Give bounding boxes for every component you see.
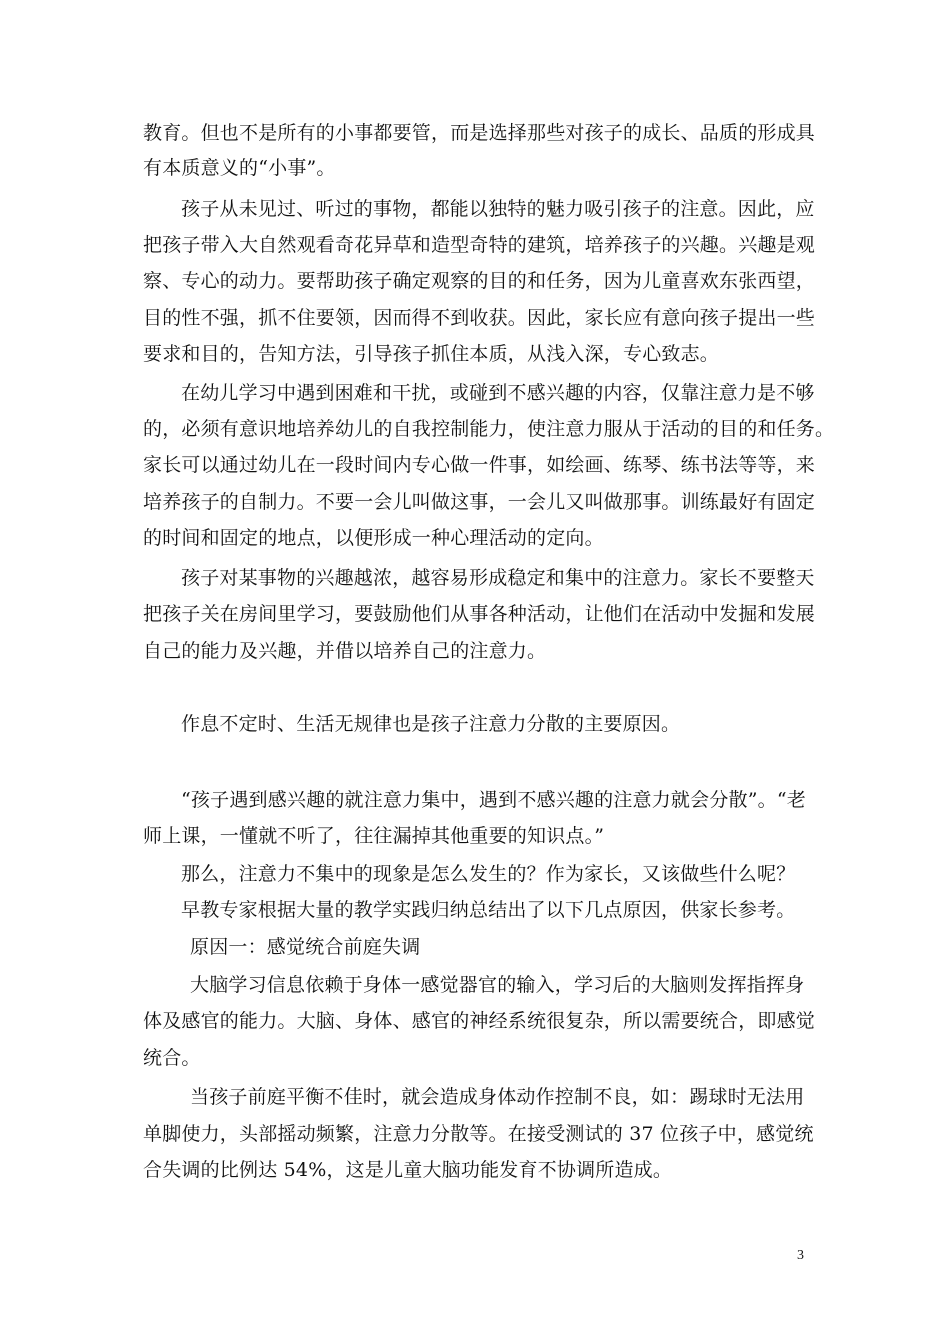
text-line: 培养孩子的自制力。不要一会儿叫做这事，一会儿又叫做那事。训练最好有固定 (143, 491, 816, 513)
paragraph-start-line: 大脑学习信息依赖于身体一感觉器官的输入，学习后的大脑则发挥指挥身 (190, 974, 805, 996)
text-line: 单脚使力，头部摇动频繁，注意力分散等。在接受测试的 37 位孩子中，感觉统 (143, 1123, 814, 1145)
text-line: 自己的能力及兴趣，并借以培养自己的注意力。 (143, 640, 547, 662)
paragraph-start-line: “孩子遇到感兴趣的就注意力集中，遇到不感兴趣的注意力就会分散”。“老 (181, 789, 806, 811)
paragraph-start-line: 那么，注意力不集中的现象是怎么发生的？作为家长，又该做些什么呢？ (181, 863, 796, 885)
paragraph-start-line: 作息不定时、生活无规律也是孩子注意力分散的主要原因。 (181, 713, 681, 735)
text-line: 的时间和固定的地点，以便形成一种心理活动的定向。 (143, 527, 604, 549)
text-line: 统合。 (143, 1047, 201, 1069)
text-line: 家长可以通过幼儿在一段时间内专心做一件事，如绘画、练琴、练书法等等，来 (143, 454, 816, 476)
paragraph-start-line: 早教专家根据大量的教学实践归纳总结出了以下几点原因，供家长参考。 (181, 899, 796, 921)
paragraph-start-line: 当孩子前庭平衡不佳时，就会造成身体动作控制不良，如：踢球时无法用 (190, 1086, 805, 1108)
text-line: 把孩子关在房间里学习，要鼓励他们从事各种活动，让他们在活动中发掘和发展 (143, 603, 816, 625)
text-line: 察、专心的动力。要帮助孩子确定观察的目的和任务，因为儿童喜欢东张西望， (143, 270, 816, 292)
text-line: 体及感官的能力。大脑、身体、感官的神经系统很复杂，所以需要统合，即感觉 (143, 1010, 816, 1032)
text-line: 合失调的比例达 54%，这是儿童大脑功能发育不协调所造成。 (143, 1159, 673, 1181)
paragraph-start-line: 在幼儿学习中遇到困难和干扰，或碰到不感兴趣的内容，仅靠注意力是不够 (181, 382, 815, 404)
text-line: 目的性不强，抓不住要领，因而得不到收获。因此，家长应有意向孩子提出一些 (143, 307, 816, 329)
text-line: 的，必须有意识地培养幼儿的自我控制能力，使注意力服从于活动的目的和任务。 (143, 418, 835, 440)
text-line: 把孩子带入大自然观看奇花异草和造型奇特的建筑，培养孩子的兴趣。兴趣是观 (143, 234, 816, 256)
text-line: 师上课，一懂就不听了，往往漏掉其他重要的知识点。” (143, 825, 605, 847)
paragraph-start-line: 孩子从未见过、听过的事物，都能以独特的魅力吸引孩子的注意。因此，应 (181, 198, 815, 220)
section-heading: 原因一：感觉统合前庭失调 (190, 936, 421, 958)
paragraph-start-line: 孩子对某事物的兴趣越浓，越容易形成稳定和集中的注意力。家长不要整天 (181, 567, 815, 589)
text-line: 教育。但也不是所有的小事都要管，而是选择那些对孩子的成长、品质的形成具 (143, 122, 816, 144)
text-line: 有本质意义的“小事”。 (143, 157, 336, 179)
page-number: 3 (797, 1248, 804, 1263)
text-line: 要求和目的，告知方法，引导孩子抓住本质，从浅入深，专心致志。 (143, 343, 720, 365)
